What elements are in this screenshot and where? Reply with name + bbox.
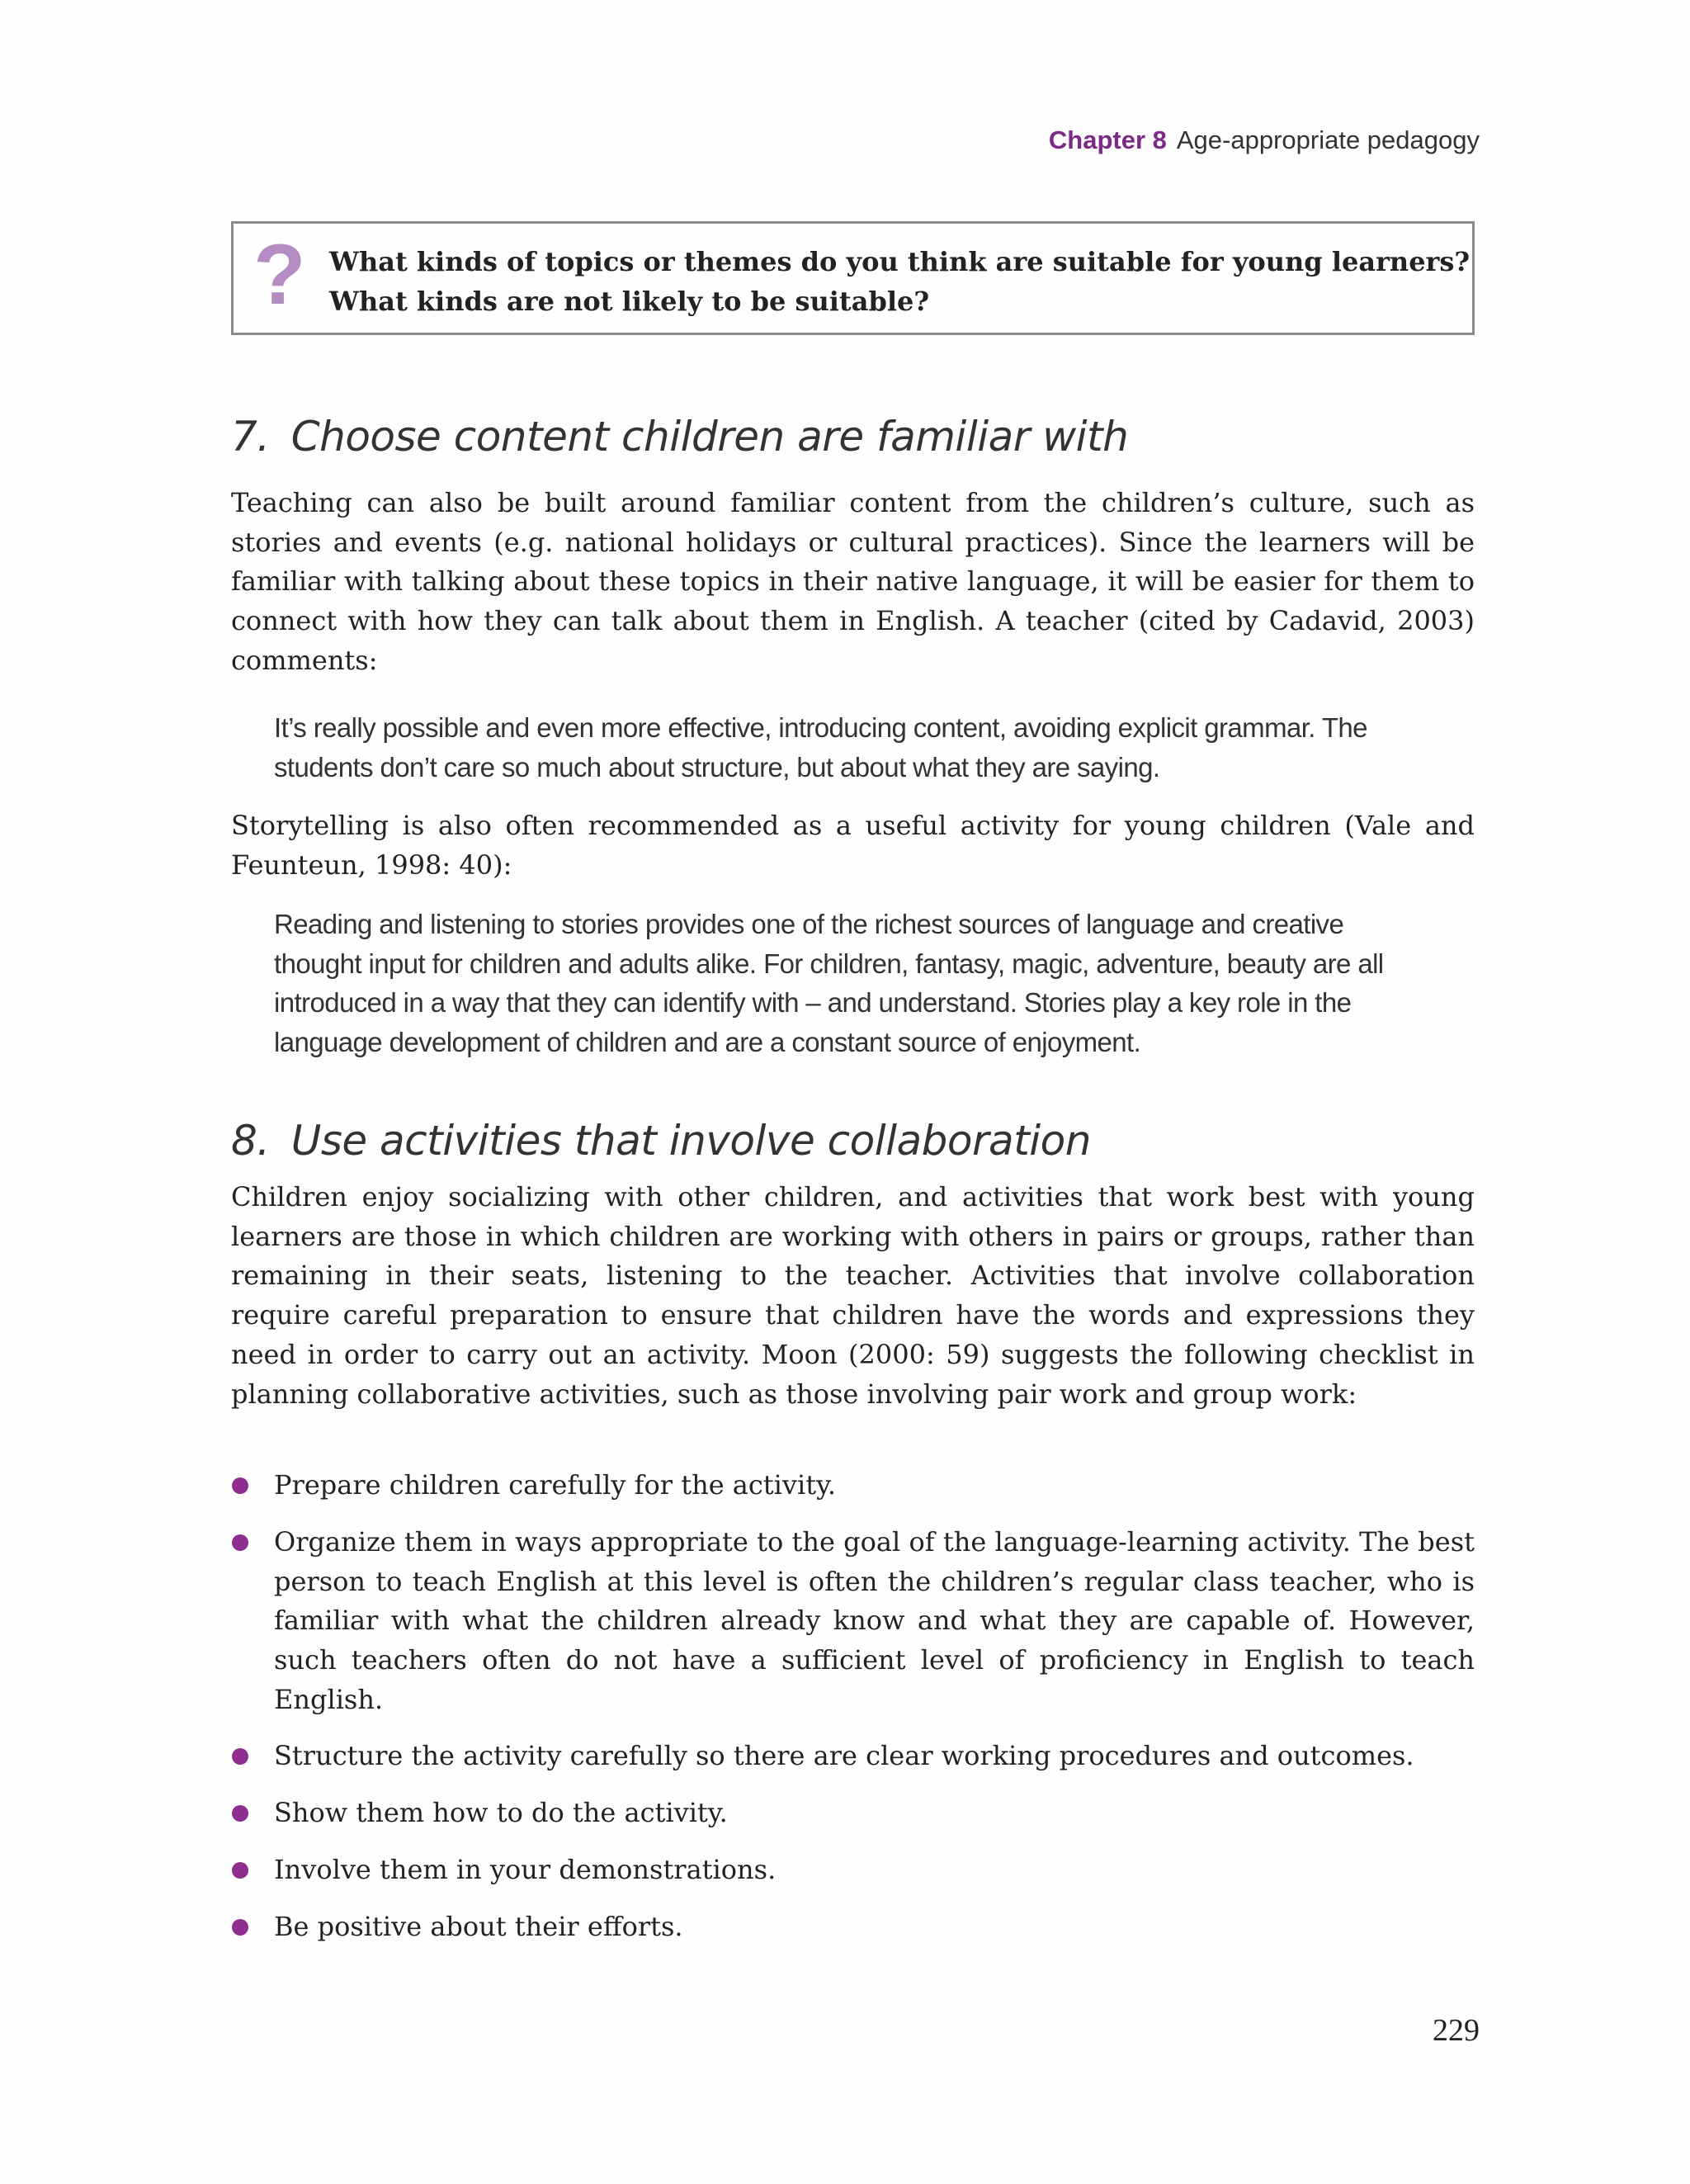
- section-8-heading: [231, 1117, 1091, 1165]
- section-8-title: Use activities that involve collaboration: [290, 1117, 1091, 1165]
- bullet-dot-icon: [232, 1919, 248, 1936]
- running-head: [1049, 125, 1480, 155]
- reflection-question-box: [231, 221, 1475, 335]
- bullet-dot-icon: [232, 1862, 248, 1879]
- chapter-label: Chapter 8: [1048, 125, 1167, 154]
- section-7-quote-2: Reading and listening to stories provides one of the richest sources of language and creative thought input for children and adults alike. For children, fantasy, magic, adventure, beauty are all introduced in a way that they can identify with – and understand. Stories play a key role in the language development of children and are a constant source of enjoyment.: [274, 909, 1384, 1057]
- list-item: Be positive about their efforts.: [231, 1907, 1475, 1947]
- section-8-number: 8.: [231, 1117, 270, 1165]
- section-7-paragraph-2: Storytelling is also often recommended as a useful activity for young children (Vale and Feunteun, 1998: 40):: [231, 810, 1475, 881]
- section-8-paragraph-1: Children enjoy socializing with other children, and activities that work best with young learners are those in which children are working with others in pairs or groups, rather than remaining in their seats, listening to the teacher. Activities that involve collaboration require careful preparation to ensure that children have the words and expressions they need in order to carry out an activity. Moon (2000: 59) suggests the following checklist in planning collaborative activities, such as those involving pair work and group work:: [231, 1181, 1475, 1410]
- book-page: [231, 0, 1480, 2184]
- bullet-dot-icon: [232, 1805, 248, 1822]
- list-item: Show them how to do the activity.: [231, 1794, 1475, 1833]
- question-line-2: What kinds are not likely to be suitable?: [329, 286, 930, 317]
- list-item: Structure the activity carefully so there are clear working procedures and outcomes.: [231, 1737, 1475, 1776]
- bullet-dot-icon: [232, 1477, 248, 1494]
- page-number: 229: [1433, 2013, 1480, 2048]
- section-7-number: 7.: [231, 413, 270, 461]
- question-line-1: What kinds of topics or themes do you think are suitable for young learners?: [329, 246, 1470, 277]
- question-mark-icon: ?: [253, 227, 306, 323]
- chapter-title: Age-appropriate pedagogy: [1176, 125, 1480, 154]
- section-7-paragraph-1: Teaching can also be built around familiar content from the children’s culture, such as stories and events (e.g. national holidays or cultural practices). Since the learners will be familiar with talking about these topics in their native language, it will be easier for them to connect with how they can talk about them in English. A teacher (cited by Cadavid, 2003) comments:: [231, 487, 1475, 676]
- reflection-question-text: [329, 242, 1470, 321]
- section-7-heading: [231, 413, 1128, 461]
- list-item: Organize them in ways appropriate to the goal of the language-learning activity. The best person to teach English at this level is often the children’s regular class teacher, who is familiar with what the children already know and what they are capable of. However, such teachers often do not have a sufficient level of proficiency in English to teach English.: [231, 1523, 1475, 1720]
- bullet-dot-icon: [232, 1534, 248, 1551]
- list-item: Prepare children carefully for the activity.: [231, 1466, 1475, 1506]
- section-7-title: Choose content children are familiar with: [290, 413, 1129, 461]
- section-7-quote-1: It’s really possible and even more effective, introducing content, avoiding explicit grammar. The students don’t care so much about structure, but about what they are saying.: [274, 712, 1367, 782]
- list-item: Involve them in your demonstrations.: [231, 1851, 1475, 1890]
- bullet-dot-icon: [232, 1748, 248, 1765]
